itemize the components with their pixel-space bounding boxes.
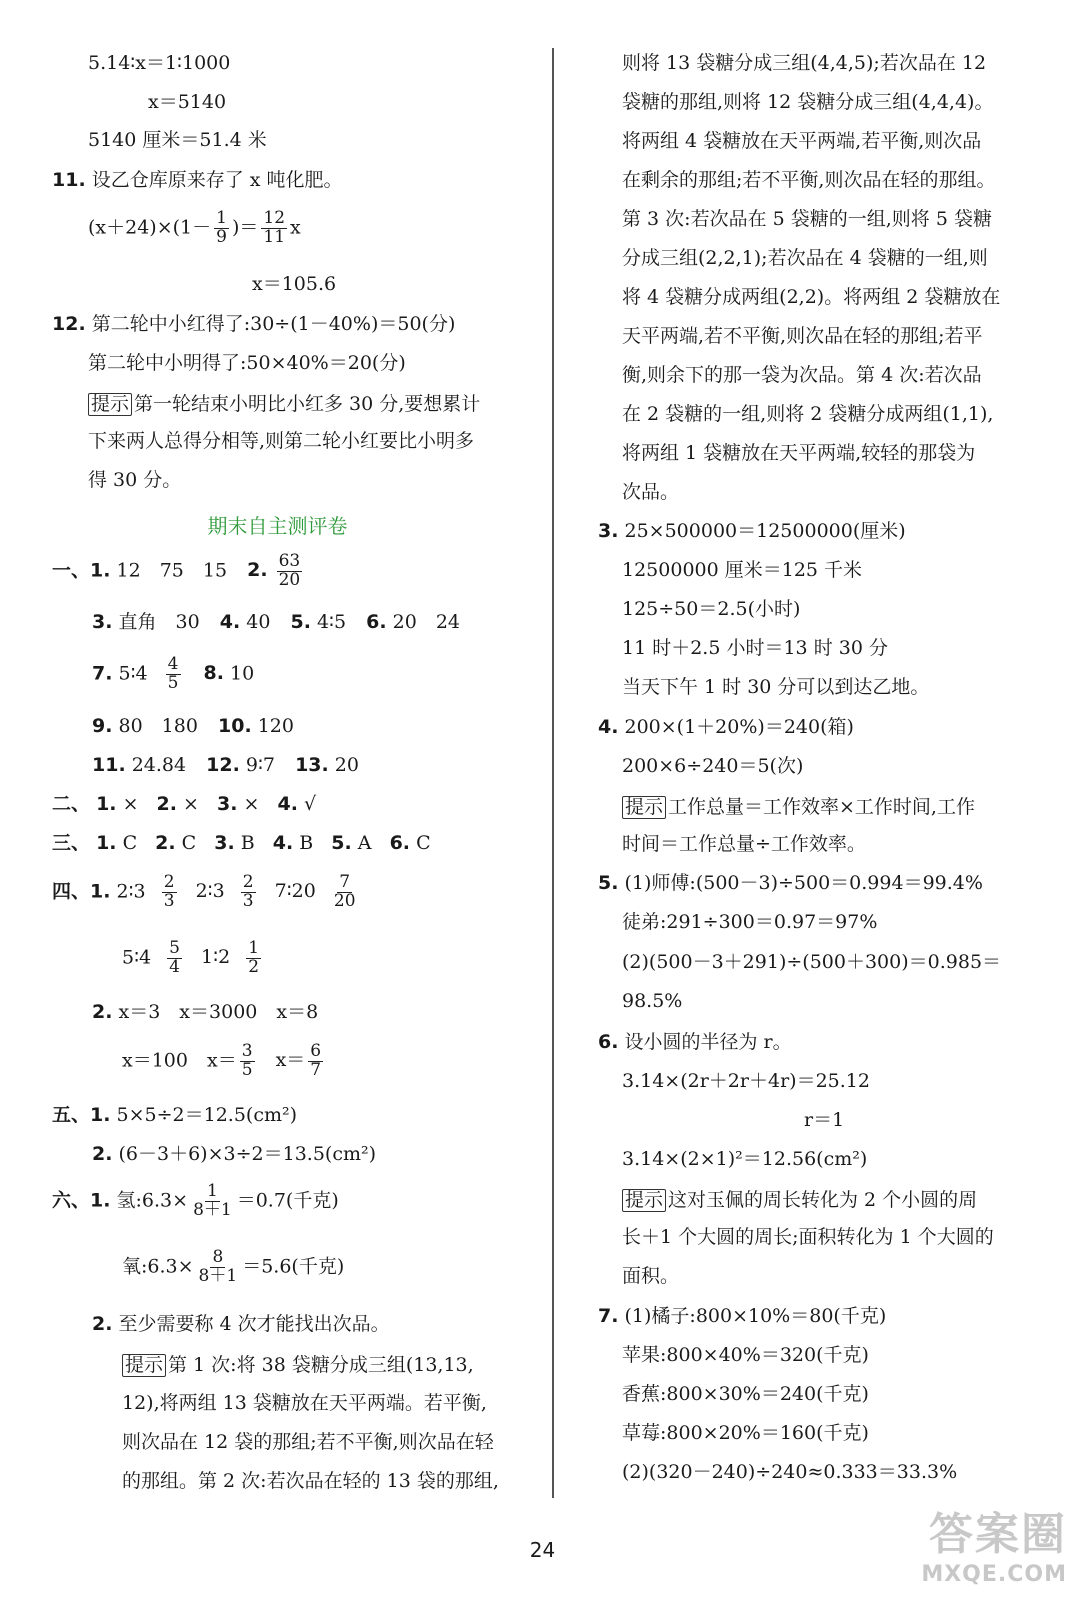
hint-line: 在剩余的那组;若不平衡,则次品在轻的那组。 <box>622 169 996 191</box>
numerator: 3 <box>241 1041 253 1061</box>
item-number: 3. <box>217 793 238 815</box>
section-4-row <box>52 874 361 911</box>
hint-line: 次品。 <box>622 481 680 503</box>
answer-line: (2)(320－240)÷240≈0.333＝33.3% <box>622 1461 958 1483</box>
hint-badge: 提示 <box>622 1189 666 1212</box>
answer-text: (1)师傅:(500－3)÷500＝0.994＝99.4% <box>624 872 983 894</box>
item-value: B <box>240 832 255 854</box>
item-number: 1. <box>96 832 117 854</box>
numerator: 7 <box>339 872 351 892</box>
fraction <box>332 874 358 911</box>
question-number: 11. <box>52 169 86 191</box>
denominator: 7 <box>310 1059 322 1080</box>
hint-line: 将两组 4 袋糖放在天平两端,若平衡,则次品 <box>622 130 982 152</box>
item-value: x＝ <box>275 1049 306 1072</box>
hint-line: 将两组 1 袋糖放在天平两端,较轻的那袋为 <box>622 442 976 464</box>
answer-line: 5140 厘米＝51.4 米 <box>88 129 267 151</box>
fraction <box>277 553 303 590</box>
hint-line: 分成三组(2,2,1);若次品在 4 袋糖的一组,则 <box>622 247 988 269</box>
item-value: B <box>299 832 314 854</box>
item-value: × <box>122 793 139 815</box>
hint-line: 在 2 袋糖的一组,则将 2 袋糖分成两组(1,1), <box>622 403 994 425</box>
item-value: 20 24 <box>392 611 460 633</box>
equation-part: )＝ <box>231 216 259 239</box>
section-1-row <box>92 756 359 775</box>
hint-badge: 提示 <box>622 796 666 819</box>
item-value: 5∶4 <box>122 946 152 969</box>
fraction <box>214 210 229 247</box>
item-value: √ <box>303 793 317 815</box>
item-number: 1. <box>90 1104 111 1126</box>
section-2-row <box>52 795 316 814</box>
fraction <box>261 210 287 247</box>
numerator: 5 <box>169 938 180 958</box>
denominator: 11 <box>263 226 286 247</box>
hint-line: 的那组。第 2 次:若次品在轻的 13 袋的那组, <box>122 1470 499 1492</box>
section-1-row <box>92 717 294 736</box>
item-value: 1∶2 <box>201 946 231 969</box>
watermark-url: MXQE.COM <box>921 1562 1067 1587</box>
denominator: 8＋1 <box>193 1199 232 1220</box>
item-number: 5. <box>331 832 352 854</box>
item-number: 2. <box>247 559 268 582</box>
fraction <box>167 940 182 977</box>
question-4 <box>598 718 854 737</box>
hint-badge: 提示 <box>122 1354 166 1377</box>
section-5-row <box>52 1106 297 1125</box>
item-number: 11. <box>92 754 126 776</box>
hint-badge: 提示 <box>88 393 132 416</box>
numerator: 2 <box>163 872 175 892</box>
item-number: 4. <box>272 832 294 854</box>
equation-part: (x＋24)×(1－ <box>88 216 212 239</box>
answer-line: 200×6÷240＝5(次) <box>622 755 804 777</box>
section-6-row <box>52 1183 339 1220</box>
item-value: 2∶3 <box>195 880 225 903</box>
item-value: (6－3＋6)×3÷2＝13.5(cm²) <box>118 1143 377 1165</box>
item-value: 7∶20 <box>274 880 316 903</box>
question-number: 3. <box>598 520 619 542</box>
item-number: 2. <box>156 793 177 815</box>
hint-line: 长＋1 个大圆的周长;面积转化为 1 个大圆的 <box>622 1226 994 1248</box>
item-number: 3. <box>214 832 235 854</box>
hint-line: 12),将两组 13 袋糖放在天平两端。若平衡, <box>122 1392 487 1414</box>
item-value: 9∶7 <box>245 754 276 776</box>
question-number: 12. <box>52 313 86 335</box>
item-value: × <box>243 793 260 815</box>
item-value: x＝3 x＝3000 x＝8 <box>118 1001 319 1023</box>
hint-line: 将 4 袋糖分成两组(2,2)。将两组 2 袋糖放在 <box>622 286 1001 308</box>
item-number: 1. <box>90 559 111 582</box>
item-number: 10. <box>218 715 252 737</box>
column-divider <box>552 48 554 1498</box>
section-4-row <box>122 1043 326 1080</box>
question-3 <box>598 522 906 541</box>
hint-line: 下来两人总得分相等,则第二轮小红要比小明多 <box>88 430 475 452</box>
item-number: 3. <box>92 611 113 633</box>
item-value: 20 <box>334 754 359 776</box>
question-7 <box>598 1307 886 1326</box>
denominator: 3 <box>163 890 175 911</box>
numerator: 1 <box>248 938 260 958</box>
hint-line: 面积。 <box>622 1265 680 1287</box>
section-1-row <box>92 656 254 693</box>
denominator: 5 <box>167 672 179 693</box>
question-number: 6. <box>598 1031 619 1053</box>
answer-text: 第二轮中小红得了:30÷(1－40%)＝50(分) <box>91 313 456 335</box>
item-number: 13. <box>295 754 329 776</box>
hint-line <box>122 1354 474 1377</box>
item-number: 2. <box>92 1143 113 1165</box>
hint-line <box>622 1189 977 1212</box>
numerator: 2 <box>242 872 254 892</box>
item-number: 2. <box>92 1001 113 1023</box>
numerator: 1 <box>206 1181 218 1201</box>
item-value: 80 180 <box>118 715 198 737</box>
answer-text: 200×(1＋20%)＝240(箱) <box>624 716 854 738</box>
item-number: 4. <box>219 611 241 633</box>
hint-text: 这对玉佩的周长转化为 2 个小圆的周 <box>668 1189 978 1211</box>
answer-line: 125÷50＝2.5(小时) <box>622 598 801 620</box>
hint-line <box>88 393 480 416</box>
item-value: 直角 30 <box>118 611 200 633</box>
hint-line: 时间＝工作总量÷工作效率。 <box>622 833 866 855</box>
answer-text: 设乙仓库原来存了 x 吨化肥。 <box>91 169 343 191</box>
item-number: 1. <box>90 880 111 903</box>
item-value: ＝5.6(千克) <box>242 1255 345 1278</box>
answer-line: 第二轮中小明得了:50×40%＝20(分) <box>88 352 406 374</box>
denominator: 8＋1 <box>198 1265 238 1286</box>
hint-line: 第 3 次:若次品在 5 袋糖的一组,则将 5 袋糖 <box>622 208 992 230</box>
item-value: 至少需要称 4 次才能找出次品。 <box>118 1313 390 1335</box>
numerator: 4 <box>167 654 179 674</box>
numerator: 8 <box>212 1247 224 1267</box>
answer-line: 3.14×(2×1)²＝12.56(cm²) <box>622 1148 868 1170</box>
question-number: 7. <box>598 1305 619 1327</box>
fraction <box>162 874 177 911</box>
section-5-row <box>92 1145 376 1164</box>
item-value: C <box>181 832 197 854</box>
item-value: 5∶4 <box>118 662 148 685</box>
fraction <box>241 874 256 911</box>
answer-text: 设小圆的半径为 r。 <box>624 1031 792 1053</box>
item-number: 2. <box>155 832 176 854</box>
item-value: 氧:6.3× <box>122 1255 194 1278</box>
denominator: 20 <box>278 569 301 590</box>
answer-line: 香蕉:800×30%＝240(千克) <box>622 1383 869 1405</box>
fraction <box>246 940 261 977</box>
watermark <box>921 1498 1067 1587</box>
equation-part: x <box>290 216 301 239</box>
item-number: 6. <box>389 832 411 854</box>
item-value: 2∶3 <box>116 880 146 903</box>
numerator: 12 <box>263 208 286 228</box>
item-value: C <box>416 832 431 854</box>
denominator: 5 <box>241 1059 253 1080</box>
section-4-row <box>122 940 264 977</box>
item-number: 2. <box>92 1313 113 1335</box>
question-11 <box>52 171 343 190</box>
item-number: 8. <box>203 662 224 685</box>
hint-line: 得 30 分。 <box>88 469 182 491</box>
answer-line: 苹果:800×40%＝320(千克) <box>622 1344 869 1366</box>
numerator: 63 <box>278 551 301 571</box>
hint-text: 第 1 次:将 38 袋糖分成三组(13,13, <box>168 1354 474 1376</box>
item-number: 4. <box>277 793 298 815</box>
section-label: 二、 <box>52 793 91 815</box>
item-value: × <box>183 793 199 815</box>
denominator: 2 <box>248 956 260 977</box>
section-label: 一、 <box>52 559 91 582</box>
item-value: 120 <box>257 715 294 737</box>
item-value: 40 <box>246 611 271 633</box>
hint-line: 天平两端,若不平衡,则次品在轻的那组;若平 <box>622 325 983 347</box>
item-number: 7. <box>92 662 113 685</box>
answer-line: 当天下午 1 时 30 分可以到达乙地。 <box>622 676 930 698</box>
answer-line: 草莓:800×20%＝160(千克) <box>622 1422 869 1444</box>
fraction <box>240 1043 255 1080</box>
question-number: 4. <box>598 716 619 738</box>
section-6-row <box>122 1249 344 1286</box>
item-number: 9. <box>92 715 113 737</box>
question-12 <box>52 315 455 334</box>
answer-line: 11 时＋2.5 小时＝13 时 30 分 <box>622 637 888 659</box>
numerator: 1 <box>216 208 227 228</box>
item-number: 1. <box>90 1189 111 1212</box>
item-value: 10 <box>230 662 255 685</box>
hint-line: 衡,则余下的那一袋为次品。第 4 次:若次品 <box>622 364 982 386</box>
section-4-row <box>92 1003 318 1022</box>
answer-line: 5.14∶x＝1∶1000 <box>88 52 231 74</box>
answer-text: 25×500000＝12500000(厘米) <box>624 520 906 542</box>
item-value: A <box>357 832 372 854</box>
answer-text: (1)橘子:800×10%＝80(千克) <box>624 1305 887 1327</box>
page-number: 24 <box>529 1538 556 1562</box>
hint-text: 第一轮结束小明比小红多 30 分,要想累计 <box>134 393 481 415</box>
section-1-row <box>92 613 460 632</box>
denominator: 4 <box>169 956 180 977</box>
answer-line: 12500000 厘米＝125 千米 <box>622 559 863 581</box>
answer-line: x＝105.6 <box>252 273 337 295</box>
item-number: 1. <box>96 793 117 815</box>
section-title: 期末自主测评卷 <box>207 514 348 538</box>
hint-text: 工作总量＝工作效率×工作时间,工作 <box>668 796 975 818</box>
question-6 <box>598 1033 792 1052</box>
denominator: 3 <box>242 890 254 911</box>
hint-line: 则将 13 袋糖分成三组(4,4,5);若次品在 12 <box>622 52 987 74</box>
item-value: 氢:6.3× <box>116 1189 189 1212</box>
denominator: 9 <box>216 226 227 247</box>
item-value: 4∶5 <box>316 611 347 633</box>
hint-line: 袋糖的那组,则将 12 袋糖分成三组(4,4,4)。 <box>622 91 994 113</box>
section-label: 四、 <box>52 880 91 903</box>
item-number: 12. <box>206 754 240 776</box>
fraction <box>197 1249 240 1286</box>
section-label: 三、 <box>52 832 91 854</box>
question-5 <box>598 874 983 893</box>
item-value: ＝0.7(千克) <box>236 1189 339 1212</box>
item-number: 5. <box>290 611 311 633</box>
watermark-logo-text: 答案圈 <box>929 1509 1067 1560</box>
answer-line: (2)(500－3＋291)÷(500＋300)＝0.985＝ <box>622 951 1002 973</box>
section-3-row <box>52 834 431 853</box>
fraction <box>308 1043 323 1080</box>
question-number: 5. <box>598 872 619 894</box>
answer-line: 3.14×(2r＋2r＋4r)＝25.12 <box>622 1070 870 1092</box>
section-6-row <box>92 1315 390 1334</box>
equation <box>88 210 301 247</box>
answer-line: x＝5140 <box>148 91 227 113</box>
answer-line: r＝1 <box>804 1109 845 1131</box>
hint-line: 则次品在 12 袋的那组;若不平衡,则次品在轻 <box>122 1431 494 1453</box>
section-label: 六、 <box>52 1189 91 1212</box>
item-value: 5×5÷2＝12.5(cm²) <box>116 1104 298 1126</box>
section-1-row <box>52 553 305 590</box>
item-value: x＝100 x＝ <box>122 1049 237 1072</box>
denominator: 20 <box>333 890 356 911</box>
fraction <box>166 656 181 693</box>
item-value: 12 75 15 <box>116 559 228 582</box>
fraction <box>191 1183 234 1220</box>
section-label: 五、 <box>52 1104 91 1126</box>
item-value: 24.84 <box>131 754 187 776</box>
item-value: C <box>122 832 138 854</box>
hint-line <box>622 796 975 819</box>
answer-line: 98.5% <box>622 990 683 1012</box>
numerator: 6 <box>310 1041 322 1061</box>
item-number: 6. <box>366 611 387 633</box>
answer-line: 徒弟:291÷300＝0.97＝97% <box>622 911 878 933</box>
